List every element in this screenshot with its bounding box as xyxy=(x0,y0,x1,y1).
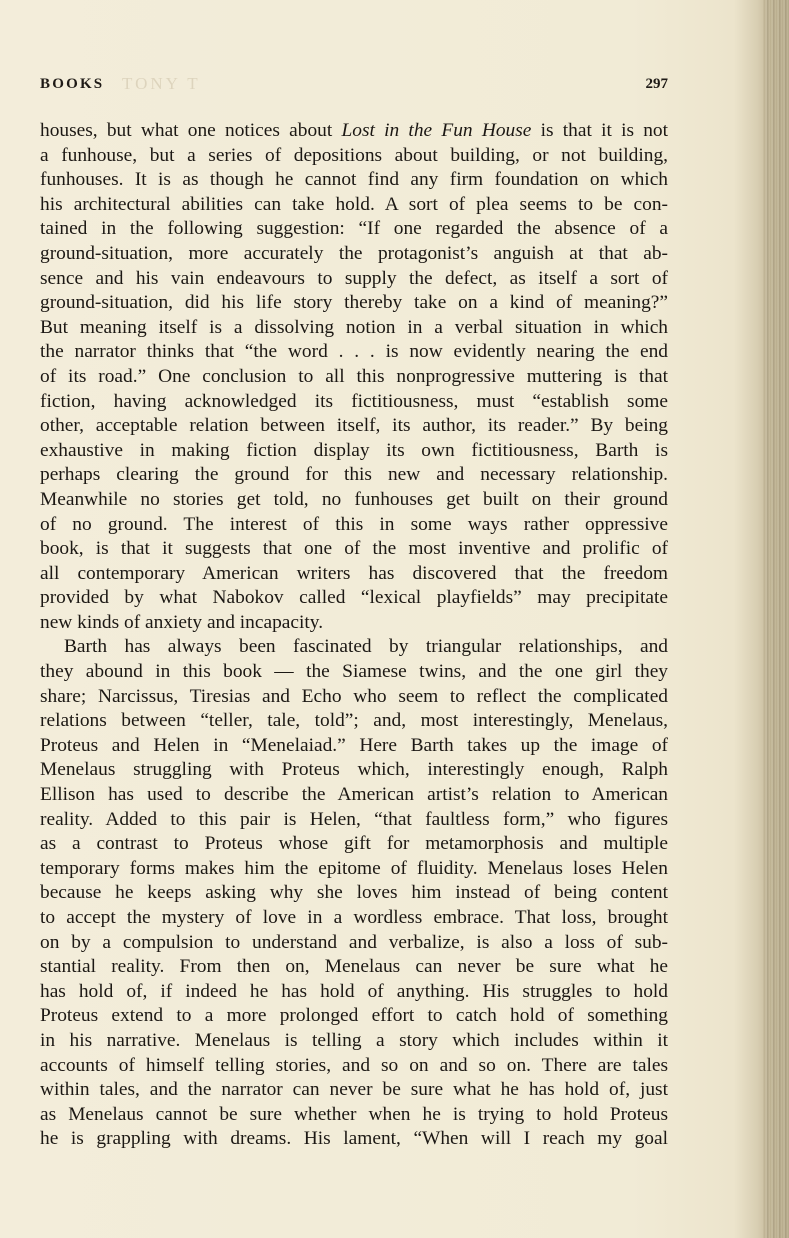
text-line: Meanwhile no stories get told, no funhouses get built on their ground xyxy=(40,488,668,510)
text-line: he is grappling with dreams. His lament, “When will I reach my goal xyxy=(40,1128,668,1150)
text-line: temporary forms makes him the epitome of fluidity. Menelaus loses Helen xyxy=(40,857,668,879)
text-line: they abound in this book — the Siamese twins, and the one girl they xyxy=(40,661,668,683)
paragraph-2 xyxy=(40,635,668,1151)
text-line: stantial reality. From then on, Menelaus can never be sure what he xyxy=(40,956,668,978)
text-line: in his narrative. Menelaus is telling a story which includes within it xyxy=(40,1029,668,1051)
text-line: because he keeps asking why she loves him instead of being content xyxy=(40,882,668,904)
bleed-through-text: TONY T xyxy=(122,74,201,93)
text-line: perhaps clearing the ground for this new and necessary relationship. xyxy=(40,464,668,486)
text-line: on by a compulsion to understand and verbalize, is also a loss of sub- xyxy=(40,931,668,953)
text-line: new kinds of anxiety and incapacity. xyxy=(40,611,324,633)
text-line: reality. Added to this pair is Helen, “that faultless form,” who figures xyxy=(40,808,668,830)
text-line: his architectural abilities can take hold. A sort of plea seems to be con- xyxy=(40,193,668,215)
text-line: exhaustive in making fiction display its own fictitiousness, Barth is xyxy=(40,439,668,461)
book-title-italic: Lost in the Fun House xyxy=(341,120,532,141)
text-line: other, acceptable relation between itself, its author, its reader.” By being xyxy=(40,415,668,437)
text-line: accounts of himself telling stories, and so on and so on. There are tales xyxy=(40,1054,668,1076)
text-line: houses, but what one notices about Lost in the Fun House is that it is not xyxy=(40,120,669,141)
text-line: Barth has always been fascinated by triangular relationships, and xyxy=(64,636,668,658)
text-line: has hold of, if indeed he has hold of anything. His struggles to hold xyxy=(40,980,668,1002)
text-line: Menelaus struggling with Proteus which, interestingly enough, Ralph xyxy=(40,759,668,781)
running-head xyxy=(40,76,668,98)
body-text xyxy=(40,119,668,1152)
paragraph-1 xyxy=(40,119,668,635)
text-line: provided by what Nabokov called “lexical playfields” may precipitate xyxy=(40,587,668,609)
text-line: ground-situation, more accurately the protagonist’s anguish at that ab- xyxy=(40,242,668,264)
page-edge-shadow xyxy=(763,0,789,1238)
text-line: tained in the following suggestion: “If one regarded the absence of a xyxy=(40,218,668,240)
text-line: book, is that it suggests that one of the most inventive and prolific of xyxy=(40,538,668,560)
text-line: as a contrast to Proteus whose gift for metamorphosis and multiple xyxy=(40,833,668,855)
text-line: Proteus and Helen in “Menelaiad.” Here Barth takes up the image of xyxy=(40,734,668,756)
text-line: Ellison has used to describe the American artist’s relation to American xyxy=(40,784,668,806)
text-line: share; Narcissus, Tiresias and Echo who seem to reflect the complicated xyxy=(40,685,668,707)
text-line: as Menelaus cannot be sure whether when he is trying to hold Proteus xyxy=(40,1103,668,1125)
text-line: of its road.” One conclusion to all this nonprogressive muttering is that xyxy=(40,365,668,387)
text-line: sence and his vain endeavours to supply the defect, as itself a sort of xyxy=(40,267,668,289)
page-number: 297 xyxy=(645,76,668,92)
text-line: fiction, having acknowledged its fictitiousness, must “establish some xyxy=(40,390,668,412)
running-head-title: BOOKS xyxy=(40,76,105,92)
text-line: funhouses. It is as though he cannot find any firm foundation on which xyxy=(40,169,668,191)
text-line: the narrator thinks that “the word . . . is now evidently nearing the end xyxy=(40,341,668,363)
text-line: of no ground. The interest of this in some ways rather oppressive xyxy=(40,513,668,535)
text-line: all contemporary American writers has discovered that the freedom xyxy=(40,562,668,584)
text-line: relations between “teller, tale, told”; and, most interestingly, Menelaus, xyxy=(40,710,668,732)
text-line: But meaning itself is a dissolving notion in a verbal situation in which xyxy=(40,316,668,338)
text-line: ground-situation, did his life story thereby take on a kind of meaning?” xyxy=(40,292,668,314)
text-line: to accept the mystery of love in a wordless embrace. That loss, brought xyxy=(40,907,668,928)
text-line: within tales, and the narrator can never be sure what he has hold of, just xyxy=(40,1079,668,1101)
text-line: a funhouse, but a series of depositions about building, or not building, xyxy=(40,144,668,166)
text-line: Proteus extend to a more prolonged effort to catch hold of something xyxy=(40,1005,668,1027)
